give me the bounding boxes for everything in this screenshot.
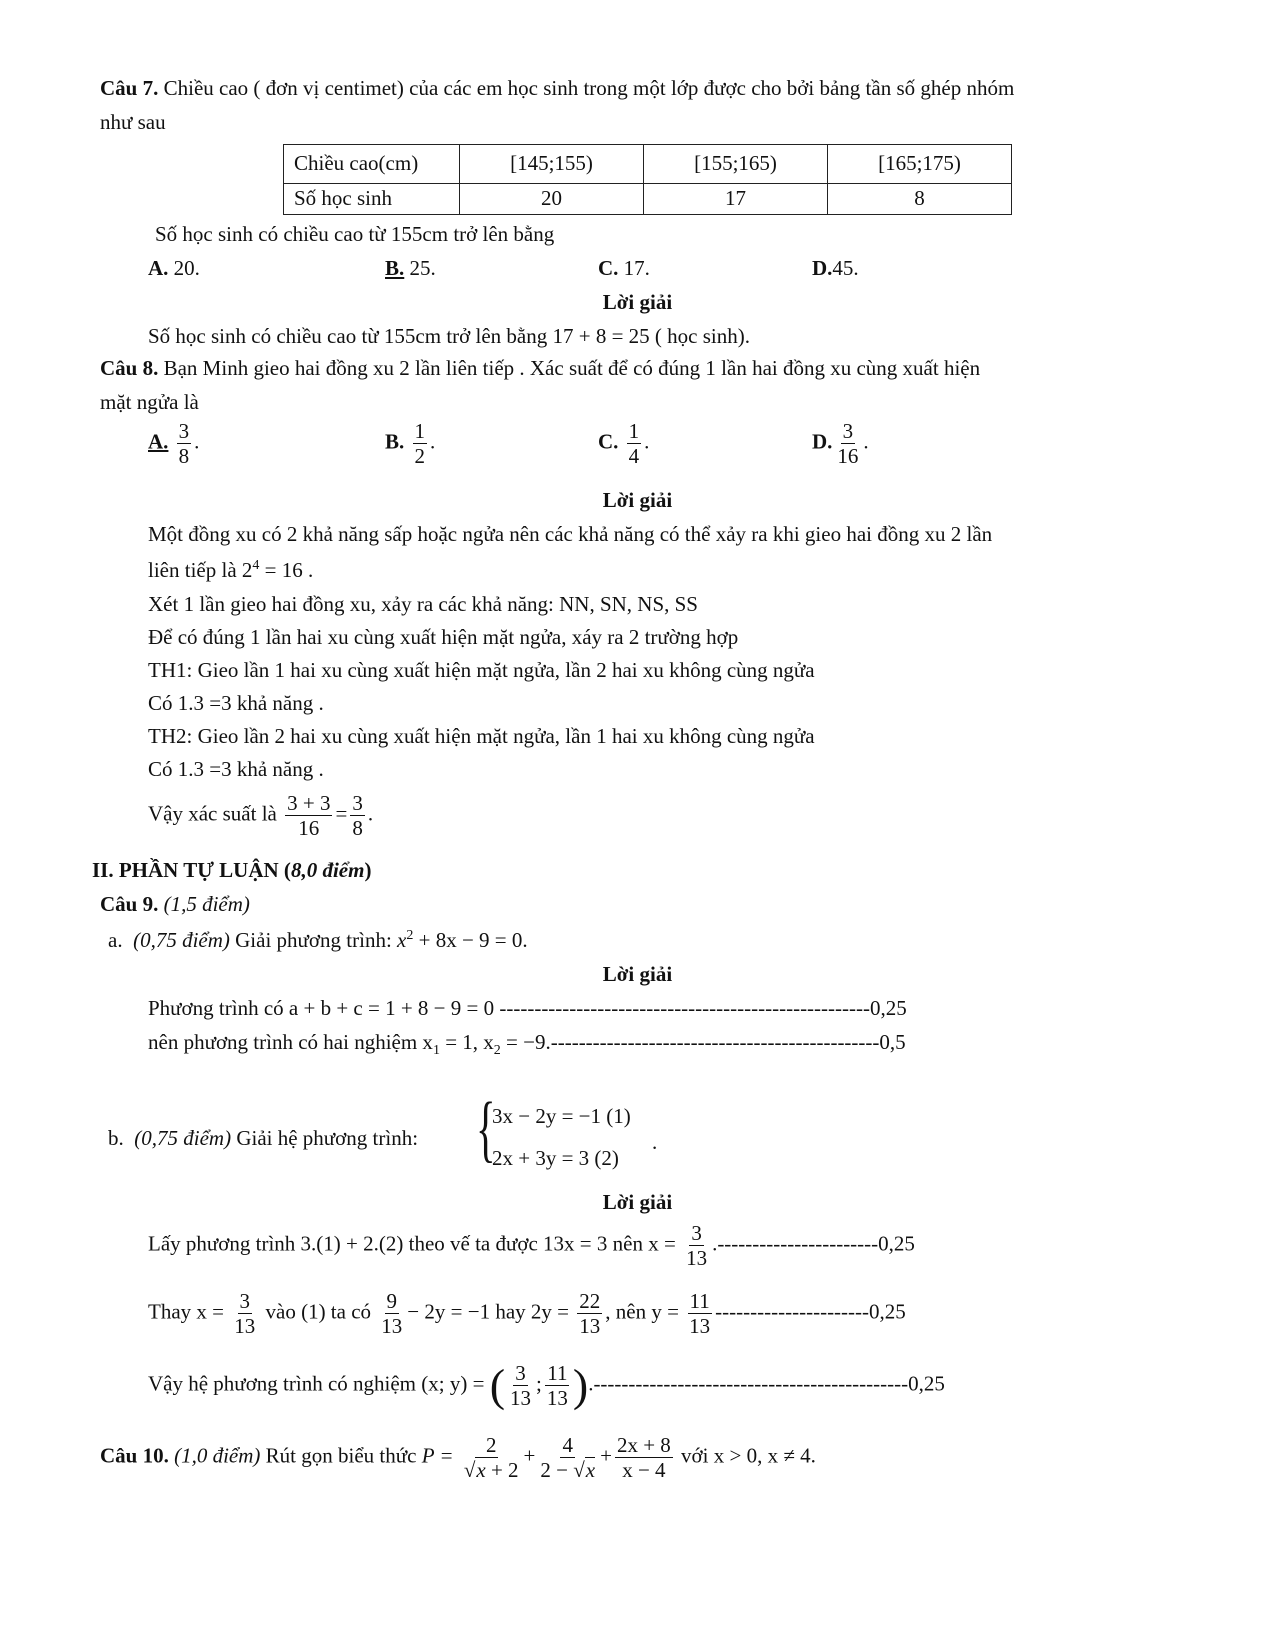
q8-option-c: C. $\frac{1}{4}$ . [598,419,650,469]
system-eq-2: 2x + 3y = 3 (2) [492,1146,619,1170]
text: , nên y = [605,1299,679,1324]
text: nên phương trình có hai nghiệm x [148,1030,433,1054]
text: ) [364,858,372,882]
q9-label: Câu 9. [100,892,159,916]
fraction [232,1290,257,1337]
text: với x > 0, x ≠ 4. [675,1443,816,1468]
fraction [577,1290,602,1337]
fraction-denominator: 16 [837,444,859,469]
q8-text: Bạn Minh gieo hai đồng xu 2 lần liên tiếp . Xác suất để có đúng 1 lần hai đồng xu cùng xuất hiện [158,356,981,380]
q8-solution-title: Lời giải [602,488,673,512]
q9a-line1 [148,996,907,1021]
fraction-numerator: 3 [352,791,363,815]
fraction-numerator: 11 [547,1361,568,1385]
fraction-denominator: √x + 2 [463,1458,519,1483]
score: 0,25 [869,1299,906,1324]
score: 0,25 [870,996,907,1020]
option-fraction [835,420,860,467]
q10-stem: Câu 10. (1,0 điểm) Rút gọn biểu thức P = $\frac{2}{√x + 2}$ + $\frac{4}{2 - √x}$ + $\frac{2x + 8}{x - 4}$ với x > 0, x ≠ 4. [100,1433,816,1483]
q8-conclusion: Vậy xác suất là $\frac{3 + 3}{16}$ = $\frac{3}{8}$ . [148,791,374,841]
q9b-line3: Vậy hệ phương trình có nghiệm (x; y) = ( $\frac{3}{13}$ ; $\frac{11}{13}$ ).---------------------------------------------0,25 [148,1359,945,1411]
q8-stem-cont: mặt ngửa là [100,390,199,414]
paren: ) [572,1359,589,1411]
fraction [615,1434,673,1481]
fraction [508,1362,533,1409]
sqrt-radicand: x [476,1458,486,1483]
math: P = [421,1443,454,1468]
text: Rút gọn biểu thức [260,1443,422,1468]
option-letter: C. [598,256,619,280]
fraction-denominator: 13 [689,1314,711,1339]
option-value: 17. [618,256,650,280]
table-cell: [145;155) [460,145,644,184]
option-value: 45. [832,256,859,280]
fraction-numerator: 3 [239,1289,250,1313]
q9a-solution-title: Lời giải [602,962,673,986]
text: Vậy xác suất là [148,801,277,826]
table-cell: 17 [644,184,828,215]
subscript: 1 [432,1043,440,1059]
text: Phương trình có a + b + c = 1 + 8 − 9 = 0 [148,996,500,1020]
exponent: 4 [252,558,260,573]
fraction-denominator: x − 4 [622,1458,666,1483]
option-fraction [627,420,642,467]
option-letter: C. [598,429,619,454]
text: vào (1) ta có [260,1299,372,1324]
fraction-numerator: 3 [178,419,190,443]
q9a-line2 [148,1030,906,1059]
leader: .----------------------- [712,1231,879,1256]
leader: ----------------------------------------------------- [499,996,870,1020]
fraction-denominator: 13 [579,1314,601,1339]
points: (0,75 điểm) [133,928,230,952]
q8-option-a: A. $\frac{3}{8}$ . [148,419,200,469]
leader: ---------------------- [715,1299,870,1324]
fraction-denominator: 13 [381,1314,403,1339]
fraction [285,792,332,839]
q8-solution-line: Để có đúng 1 lần hai xu cùng xuất hiện mặt ngửa, xáy ra 2 trường hợp [148,625,739,649]
q7-option-a [148,256,200,281]
table-row [284,184,1012,215]
q9b-solution-title: Lời giải [602,1190,673,1214]
table-cell: Số học sinh [284,184,460,215]
table-cell: 20 [460,184,644,215]
option-letter: A. [148,256,169,280]
option-letter: D. [812,256,833,280]
option-fraction [413,420,428,467]
q8-solution-line: TH2: Gieo lần 2 hai xu cùng xuất hiện mặt ngửa, lần 1 hai xu không cùng ngửa [148,724,815,748]
table-cell: Chiều cao(cm) [284,145,460,184]
table-cell: [155;165) [644,145,828,184]
math: x [397,928,407,952]
fraction-denominator: 4 [628,444,640,469]
q8-option-b: B. $\frac{1}{2}$ . [385,419,436,469]
text: − 2y = −1 hay 2y = [407,1299,569,1324]
points: 8,0 điểm [290,858,365,882]
text: + 2 [485,1458,519,1483]
fraction-denominator: 8 [352,816,363,841]
q8-solution-line: Có 1.3 =3 khả năng . [148,757,324,781]
q8-option-d: D. $\frac{3}{16}$ . [812,419,869,469]
leader: ----------------------------------------------- [550,1030,880,1054]
text: = 1, x [439,1030,494,1054]
points: (1,0 điểm) [174,1443,261,1468]
table-row [284,145,1012,184]
fraction [350,792,365,839]
score: 0,25 [878,1231,915,1256]
fraction-numerator: 3 [515,1361,526,1385]
option-fraction [177,420,192,467]
fraction [462,1434,521,1481]
option-letter: A. [148,429,169,454]
q7-text: Chiều cao ( đơn vị centimet) của các em học sinh trong một lớp được cho bởi bảng tần số ghép nhóm [158,76,1015,100]
fraction-denominator: 13 [234,1314,256,1339]
q8-solution-line: Một đồng xu có 2 khả năng sấp hoặc ngửa nên các khả năng có thể xảy ra khi gieo hai đồng xu 2 lần [148,522,993,546]
prefix: a. [108,928,123,952]
score: 0,5 [879,1030,906,1054]
q9b-line2 [148,1290,906,1337]
q10-label: Câu 10. [100,1443,169,1468]
fraction-numerator: 1 [414,419,426,443]
system-eq-1: 3x − 2y = −1 (1) [492,1104,631,1128]
fraction-numerator: 2x + 8 [616,1433,671,1457]
option-letter: B. [385,429,405,454]
fraction-denominator: 8 [178,444,190,469]
fraction [538,1434,597,1481]
fraction-numerator: 4 [562,1433,573,1457]
text: = −9. [500,1030,551,1054]
q7-solution: Số học sinh có chiều cao từ 155cm trở lên bằng 17 + 8 = 25 ( học sinh). [148,324,750,348]
option-value: 25. [404,256,436,280]
system-brace: { [476,1088,496,1170]
q7-question: Số học sinh có chiều cao từ 155cm trở lên bằng [155,222,555,246]
table-cell: 8 [828,184,1012,215]
q9b-line1 [148,1222,915,1269]
q7-stem [100,76,1014,101]
q7-option-c [598,256,650,281]
fraction [545,1362,570,1409]
q8-solution-line: Xét 1 lần gieo hai đồng xu, xảy ra các khả năng: NN, SN, NS, SS [148,592,698,616]
q7-stem-cont: như sau [100,110,166,134]
fraction-denominator: 13 [510,1386,532,1411]
system-period: . [652,1130,658,1154]
text: Giải hệ phương trình: [231,1126,419,1150]
frequency-table [283,144,1012,215]
fraction-denominator: 2 [414,444,426,469]
text: Thay x = [148,1299,224,1324]
fraction [687,1290,712,1337]
text: = 16 . [259,558,314,582]
q8-label: Câu 8. [100,356,159,380]
text: Vậy hệ phương trình có nghiệm (x; y) = [148,1371,485,1396]
q7-solution-title: Lời giải [602,290,673,314]
q9b-stem [108,1126,418,1151]
fraction-numerator: 3 [842,419,854,443]
subscript: 2 [493,1043,501,1059]
option-letter: D. [812,429,833,454]
points: (1,5 điểm) [163,892,250,916]
fraction-denominator: 16 [298,816,320,841]
fraction-numerator: 3 [691,1221,702,1245]
text: 2 − [540,1458,574,1483]
fraction-numerator: 2 [485,1433,497,1457]
fraction-denominator: 13 [686,1246,708,1271]
text: Lấy phương trình 3.(1) + 2.(2) theo vế ta được 13x = 3 nên x = [148,1231,676,1256]
q8-solution-line [148,558,313,583]
table-cell: [165;175) [828,145,1012,184]
text: liên tiếp là 2 [148,558,253,582]
text: II. PHẦN TỰ LUẬN ( [92,858,291,882]
exponent: 2 [406,928,414,943]
fraction-numerator: 1 [628,419,640,443]
fraction-denominator: 2 − √x [540,1458,596,1483]
fraction [684,1222,709,1269]
fraction-denominator: 13 [546,1386,568,1411]
fraction-numerator: 9 [386,1289,398,1313]
text: Giải phương trình: [229,928,392,952]
option-value: 20. [168,256,200,280]
q9a-stem [108,928,528,953]
option-letter: B. [385,256,405,280]
prefix: b. [108,1126,124,1150]
q7-label: Câu 7. [100,76,159,100]
part2-heading [92,858,371,883]
leader: .--------------------------------------------- [588,1371,909,1396]
q8-solution-line: Có 1.3 =3 khả năng . [148,691,324,715]
fraction-numerator: 3 + 3 [287,791,331,815]
q9-header [100,892,250,917]
q7-option-d [812,256,859,281]
q8-stem [100,356,980,381]
q7-option-b [385,256,436,281]
math: + 8x − 9 = 0. [413,928,528,952]
score: 0,25 [908,1371,945,1396]
fraction-numerator: 11 [689,1289,710,1313]
paren: ( [489,1359,506,1411]
q8-solution-line: TH1: Gieo lần 1 hai xu cùng xuất hiện mặt ngửa, lần 2 hai xu không cùng ngửa [148,658,815,682]
sqrt-radicand: x [585,1458,596,1483]
fraction-numerator: 22 [579,1289,601,1313]
points: (0,75 điểm) [134,1126,232,1150]
fraction [379,1290,404,1337]
